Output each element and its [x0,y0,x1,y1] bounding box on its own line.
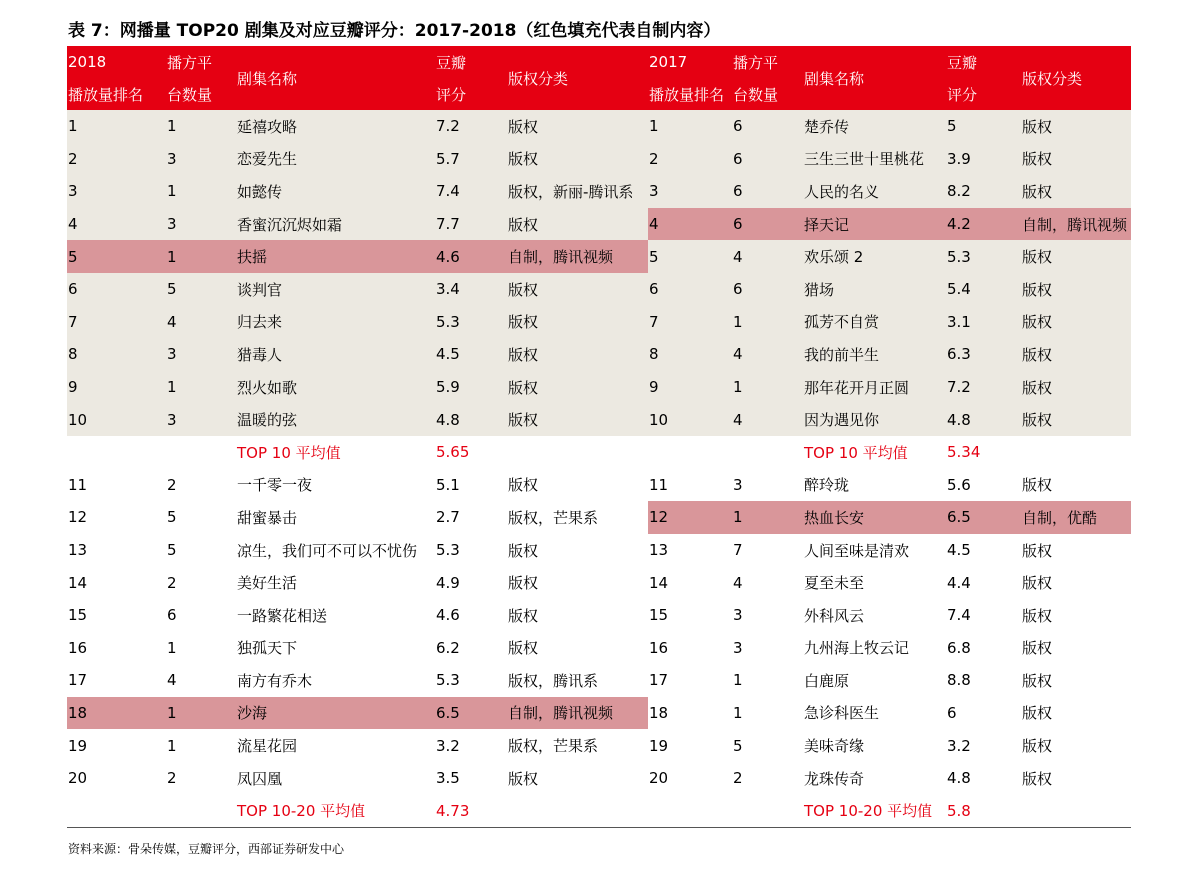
cell-l-rank: 9 [67,371,166,404]
cell-l-name: 甜蜜暴击 [236,501,435,534]
cell-r-rights: 版权 [1021,664,1131,697]
cell-r-plat: 4 [732,403,803,436]
cell-r-plat: 2 [732,762,803,795]
cell-l-score: 6.2 [435,632,507,665]
cell-r-name: 急诊科医生 [803,697,946,730]
cell-r-score: 5 [946,110,1021,143]
cell-l-plat: 1 [166,240,236,273]
average-r-label: TOP 10-20 平均值 [803,794,946,827]
cell-l-rights: 自制，腾讯视频 [507,697,648,730]
table-row [67,403,1131,436]
cell-r-plat: 1 [732,501,803,534]
cell-l-plat: 1 [166,175,236,208]
cell-r-rights: 版权 [1021,762,1131,795]
drama-ranking-table [67,46,1131,828]
cell-r-rank: 20 [648,762,732,795]
cell-l-score: 7.7 [435,208,507,241]
cell-r-score: 5.6 [946,469,1021,502]
cell-r-score: 5.4 [946,273,1021,306]
cell-r-name: 热血长安 [803,501,946,534]
table-row [67,208,1131,241]
cell-l-score: 4.8 [435,403,507,436]
cell-r-plat: 1 [732,697,803,730]
cell-l-name: 恋爱先生 [236,143,435,176]
cell-l-rights: 版权 [507,110,648,143]
cell-l-score: 7.4 [435,175,507,208]
average-l-value: 5.65 [435,436,507,469]
cell-l-score: 3.5 [435,762,507,795]
cell-l-rights: 版权，芒果系 [507,501,648,534]
table-row [67,762,1131,795]
cell-l-score: 5.1 [435,469,507,502]
cell-l-plat: 4 [166,664,236,697]
cell-r-name: 因为遇见你 [803,403,946,436]
cell-r-rank: 13 [648,534,732,567]
page-title: 表 7：网播量 TOP20 剧集及对应豆瓣评分：2017-2018（红色填充代表自制内容） [68,21,721,41]
table-row [67,566,1131,599]
cell-l-plat: 5 [166,534,236,567]
cell-r-name: 夏至未至 [803,566,946,599]
cell-l-score: 5.7 [435,143,507,176]
cell-l-rights: 版权 [507,371,648,404]
header-2017-score-1: 豆瓣 [946,46,1021,78]
table-row [67,306,1131,339]
cell-r-rank: 10 [648,403,732,436]
cell-l-plat: 6 [166,599,236,632]
cell-r-name: 楚乔传 [803,110,946,143]
average-empty-cell [67,436,166,469]
cell-r-rights: 版权 [1021,240,1131,273]
cell-l-score: 5.3 [435,534,507,567]
average-row [67,436,1131,469]
average-empty-cell [732,794,803,827]
cell-l-rights: 版权 [507,306,648,339]
cell-l-plat: 2 [166,762,236,795]
table-row [67,469,1131,502]
average-row [67,794,1131,827]
cell-l-plat: 2 [166,566,236,599]
cell-r-rank: 18 [648,697,732,730]
cell-l-rights: 版权，芒果系 [507,729,648,762]
header-2018-rank: 播放量排名 [67,78,166,110]
cell-r-name: 三生三世十里桃花 [803,143,946,176]
cell-r-name: 外科风云 [803,599,946,632]
average-empty-cell [648,436,732,469]
cell-l-plat: 2 [166,469,236,502]
cell-r-rights: 自制，优酷 [1021,501,1131,534]
table-row [67,501,1131,534]
cell-l-score: 5.9 [435,371,507,404]
cell-l-rank: 3 [67,175,166,208]
cell-r-name: 美味奇缘 [803,729,946,762]
cell-r-score: 7.2 [946,371,1021,404]
cell-r-rights: 版权 [1021,534,1131,567]
cell-l-score: 7.2 [435,110,507,143]
cell-l-score: 5.3 [435,306,507,339]
cell-l-name: 一路繁花相送 [236,599,435,632]
cell-l-rights: 版权 [507,338,648,371]
header-2018-score-2: 评分 [435,78,507,110]
cell-r-rights: 版权 [1021,143,1131,176]
average-r-label: TOP 10 平均值 [803,436,946,469]
cell-r-plat: 3 [732,632,803,665]
cell-r-rights: 自制，腾讯视频 [1021,208,1131,241]
cell-l-rank: 17 [67,664,166,697]
cell-l-rank: 5 [67,240,166,273]
cell-r-rank: 7 [648,306,732,339]
cell-l-plat: 3 [166,208,236,241]
cell-r-name: 龙珠传奇 [803,762,946,795]
cell-l-name: 沙海 [236,697,435,730]
average-empty-cell [166,794,236,827]
header-2018-rights: 版权分类 [507,46,648,110]
table-row [67,143,1131,176]
cell-l-plat: 1 [166,110,236,143]
cell-l-name: 扶摇 [236,240,435,273]
cell-l-rights: 版权 [507,762,648,795]
cell-r-score: 6.3 [946,338,1021,371]
cell-l-plat: 1 [166,371,236,404]
cell-r-plat: 5 [732,729,803,762]
cell-r-rights: 版权 [1021,110,1131,143]
table-row [67,534,1131,567]
cell-r-rights: 版权 [1021,371,1131,404]
header-2018-year: 2018 [67,46,166,78]
cell-r-plat: 3 [732,469,803,502]
table-row [67,273,1131,306]
cell-r-score: 4.4 [946,566,1021,599]
cell-l-plat: 3 [166,338,236,371]
cell-r-rank: 5 [648,240,732,273]
header-2017-platform-1: 播方平 [732,46,803,78]
cell-l-score: 2.7 [435,501,507,534]
cell-l-name: 谈判官 [236,273,435,306]
cell-r-name: 人民的名义 [803,175,946,208]
cell-r-name: 择天记 [803,208,946,241]
cell-l-rank: 6 [67,273,166,306]
cell-r-plat: 6 [732,110,803,143]
average-l-label: TOP 10 平均值 [236,436,435,469]
cell-r-plat: 4 [732,338,803,371]
cell-l-rank: 10 [67,403,166,436]
cell-r-plat: 6 [732,208,803,241]
header-2017-platform-2: 台数量 [732,78,803,110]
cell-r-rank: 6 [648,273,732,306]
cell-r-rights: 版权 [1021,403,1131,436]
cell-r-score: 8.8 [946,664,1021,697]
cell-l-plat: 1 [166,729,236,762]
cell-r-rights: 版权 [1021,566,1131,599]
cell-r-plat: 4 [732,566,803,599]
cell-l-name: 独孤天下 [236,632,435,665]
cell-r-rights: 版权 [1021,729,1131,762]
cell-r-score: 6 [946,697,1021,730]
cell-r-rights: 版权 [1021,469,1131,502]
cell-l-plat: 1 [166,697,236,730]
cell-r-rank: 14 [648,566,732,599]
cell-l-rank: 15 [67,599,166,632]
cell-l-score: 4.9 [435,566,507,599]
cell-l-rights: 版权，新丽-腾讯系 [507,175,648,208]
cell-l-name: 如懿传 [236,175,435,208]
average-empty-cell [166,436,236,469]
cell-l-score: 3.2 [435,729,507,762]
cell-r-name: 欢乐颂 2 [803,240,946,273]
cell-r-plat: 6 [732,273,803,306]
cell-r-rights: 版权 [1021,175,1131,208]
table-header [67,46,1131,110]
cell-l-rank: 12 [67,501,166,534]
cell-l-rank: 8 [67,338,166,371]
average-r-value: 5.34 [946,436,1021,469]
cell-r-rights: 版权 [1021,599,1131,632]
cell-r-rank: 11 [648,469,732,502]
cell-r-plat: 3 [732,599,803,632]
cell-r-plat: 6 [732,143,803,176]
cell-l-score: 5.3 [435,664,507,697]
cell-r-score: 7.4 [946,599,1021,632]
header-2018-score-1: 豆瓣 [435,46,507,78]
cell-r-score: 3.9 [946,143,1021,176]
cell-r-score: 8.2 [946,175,1021,208]
cell-l-rank: 14 [67,566,166,599]
table-row [67,110,1131,143]
cell-r-rights: 版权 [1021,273,1131,306]
cell-l-rights: 版权 [507,403,648,436]
cell-r-score: 6.8 [946,632,1021,665]
cell-l-rank: 16 [67,632,166,665]
average-empty-cell [507,794,648,827]
table-body [67,110,1131,828]
cell-r-name: 我的前半生 [803,338,946,371]
table-row [67,697,1131,730]
cell-l-name: 猎毒人 [236,338,435,371]
cell-r-score: 3.1 [946,306,1021,339]
average-empty-cell [648,794,732,827]
cell-r-name: 九州海上牧云记 [803,632,946,665]
cell-l-rank: 7 [67,306,166,339]
header-2017-year: 2017 [648,46,732,78]
table-row [67,664,1131,697]
cell-r-rank: 9 [648,371,732,404]
average-empty-cell [1021,436,1131,469]
cell-l-rights: 版权 [507,273,648,306]
cell-r-name: 那年花开月正圆 [803,371,946,404]
header-2017-rank: 播放量排名 [648,78,732,110]
table-row [67,371,1131,404]
table-row [67,175,1131,208]
cell-l-name: 烈火如歌 [236,371,435,404]
cell-l-name: 延禧攻略 [236,110,435,143]
cell-r-rank: 4 [648,208,732,241]
cell-l-plat: 3 [166,403,236,436]
cell-r-rank: 8 [648,338,732,371]
cell-r-score: 6.5 [946,501,1021,534]
average-l-value: 4.73 [435,794,507,827]
cell-l-plat: 4 [166,306,236,339]
cell-r-rank: 19 [648,729,732,762]
cell-l-rank: 2 [67,143,166,176]
average-empty-cell [1021,794,1131,827]
header-2017-rights: 版权分类 [1021,46,1131,110]
cell-r-name: 醉玲珑 [803,469,946,502]
cell-r-plat: 4 [732,240,803,273]
cell-r-score: 4.8 [946,403,1021,436]
cell-l-rank: 11 [67,469,166,502]
cell-r-rank: 16 [648,632,732,665]
cell-l-name: 一千零一夜 [236,469,435,502]
table-row [67,599,1131,632]
header-2018-platform-1: 播方平 [166,46,236,78]
cell-r-score: 4.5 [946,534,1021,567]
cell-l-plat: 1 [166,632,236,665]
cell-r-rank: 2 [648,143,732,176]
cell-l-rights: 版权 [507,534,648,567]
table-row [67,338,1131,371]
cell-l-name: 归去来 [236,306,435,339]
cell-l-score: 4.6 [435,599,507,632]
cell-r-plat: 7 [732,534,803,567]
cell-l-rank: 1 [67,110,166,143]
cell-l-rank: 4 [67,208,166,241]
cell-l-name: 凉生，我们可不可以不忧伤 [236,534,435,567]
cell-l-name: 凤囚凰 [236,762,435,795]
cell-l-rights: 版权 [507,599,648,632]
header-2018-name: 剧集名称 [236,46,435,110]
cell-l-plat: 5 [166,501,236,534]
cell-l-plat: 5 [166,273,236,306]
cell-r-rank: 3 [648,175,732,208]
cell-l-score: 3.4 [435,273,507,306]
cell-l-rights: 版权 [507,566,648,599]
average-empty-cell [67,794,166,827]
cell-r-plat: 1 [732,371,803,404]
cell-l-score: 4.6 [435,240,507,273]
cell-r-rights: 版权 [1021,697,1131,730]
cell-r-score: 4.2 [946,208,1021,241]
cell-l-rights: 版权 [507,208,648,241]
average-empty-cell [732,436,803,469]
cell-r-score: 3.2 [946,729,1021,762]
cell-r-rank: 1 [648,110,732,143]
cell-r-name: 人间至味是清欢 [803,534,946,567]
average-empty-cell [507,436,648,469]
cell-r-rights: 版权 [1021,632,1131,665]
cell-l-rights: 版权，腾讯系 [507,664,648,697]
cell-r-name: 孤芳不自赏 [803,306,946,339]
average-r-value: 5.8 [946,794,1021,827]
cell-l-rank: 20 [67,762,166,795]
cell-l-name: 香蜜沉沉烬如霜 [236,208,435,241]
table-row [67,632,1131,665]
cell-r-name: 白鹿原 [803,664,946,697]
cell-l-rights: 自制，腾讯视频 [507,240,648,273]
cell-l-score: 6.5 [435,697,507,730]
header-2017-score-2: 评分 [946,78,1021,110]
cell-l-rights: 版权 [507,469,648,502]
header-2018-platform-2: 台数量 [166,78,236,110]
cell-r-score: 4.8 [946,762,1021,795]
cell-l-plat: 3 [166,143,236,176]
cell-l-score: 4.5 [435,338,507,371]
cell-r-plat: 1 [732,664,803,697]
cell-l-name: 温暖的弦 [236,403,435,436]
cell-r-rank: 15 [648,599,732,632]
cell-r-rights: 版权 [1021,306,1131,339]
cell-l-rank: 13 [67,534,166,567]
cell-r-score: 5.3 [946,240,1021,273]
cell-l-name: 美好生活 [236,566,435,599]
cell-r-rank: 12 [648,501,732,534]
cell-r-plat: 6 [732,175,803,208]
table-row [67,240,1131,273]
cell-r-name: 猎场 [803,273,946,306]
cell-l-rank: 19 [67,729,166,762]
cell-r-rank: 17 [648,664,732,697]
cell-l-rights: 版权 [507,143,648,176]
cell-l-name: 南方有乔木 [236,664,435,697]
table-row [67,729,1131,762]
cell-l-rights: 版权 [507,632,648,665]
cell-l-name: 流星花园 [236,729,435,762]
cell-r-rights: 版权 [1021,338,1131,371]
cell-l-rank: 18 [67,697,166,730]
cell-r-plat: 1 [732,306,803,339]
source-note: 资料来源：骨朵传媒，豆瓣评分，西部证券研发中心 [68,842,345,856]
header-2017-name: 剧集名称 [803,46,946,110]
average-l-label: TOP 10-20 平均值 [236,794,435,827]
